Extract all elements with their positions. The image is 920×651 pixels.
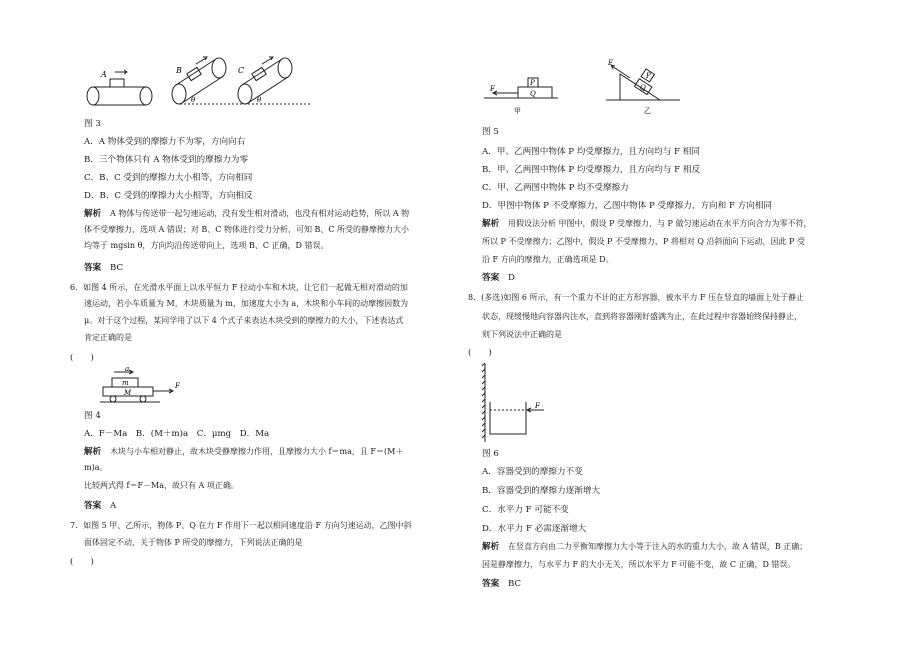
q6-stem-line-4: 肯定正确的是 <box>84 333 132 342</box>
figure-5-caption: 图 5 <box>482 127 499 137</box>
q7-option-a: A．甲、乙两图中物体 P 均受摩擦力，且方向均与 F 相同 <box>482 147 700 157</box>
figure-5-diagram <box>484 60 684 122</box>
q8-analysis-label: 解析 <box>482 542 500 552</box>
fig5-label-yi: 乙 <box>644 107 651 115</box>
figure-3-conveyor-diagram <box>80 60 310 110</box>
fig4-label-f: F <box>175 382 180 390</box>
fig5-label-p-yi: P <box>646 72 651 80</box>
figure-4-cart-diagram <box>100 365 190 406</box>
q7-answer-value: D <box>508 273 515 283</box>
figure-3-caption: 图 3 <box>84 119 101 129</box>
fig4-label-m: m <box>122 379 129 387</box>
fig5-label-q-jia: Q <box>530 90 536 98</box>
fig5-label-f-jia: F <box>490 85 495 93</box>
fig6-label-f: F <box>535 402 540 410</box>
q5-answer-label: 答案 <box>84 263 102 273</box>
figure-4-caption: 图 4 <box>84 411 101 421</box>
q8-stem-line-2: 状态，现缓慢地向容器内注水，直到将容器刚好盛满为止，在此过程中容器始终保持静止， <box>482 312 802 321</box>
q7-stem-line-2: 面体固定不动，关于物体 P 所受的摩擦力，下列说法正确的是 <box>84 538 303 547</box>
q8-answer-bracket: ( ) <box>468 348 492 358</box>
q7-analysis-line-2: 所以 P 不受摩擦力；乙图中，假设 P 不受摩擦力，P 将相对 Q 沿斜面向下运动，因此 P 受 <box>482 237 805 246</box>
q7-option-b: B．甲、乙两图中物体 P 均受摩擦力，且方向均与 F 相反 <box>482 165 701 175</box>
fig3-label-a: A <box>101 70 107 79</box>
q5-answer-value: BC <box>110 263 124 273</box>
q6-answer-bracket: ( ) <box>70 353 94 363</box>
q8-analysis-line-2: 因是静摩擦力，与水平力 F 的大小无关，所以水平力 F 可能不变，故 C 正确，D 错误。 <box>482 560 796 569</box>
q5-option-a: A．A 物体受到的摩擦力不为零，方向向右 <box>84 137 246 147</box>
fig3-label-b: B <box>176 66 182 75</box>
q8-option-a: A．容器受到的摩擦力不变 <box>482 467 583 477</box>
q7-analysis-line-1: 用假设法分析 甲图中，假设 P 受摩擦力，与 P 做匀速运动在水平方向合力为零不符， <box>508 219 812 228</box>
q8-answer-label: 答案 <box>482 579 500 589</box>
q8-option-c: C．水平力 F 可能不变 <box>482 505 569 515</box>
figure-6-container-diagram <box>478 362 568 444</box>
fig5-label-f-yi: F <box>608 59 613 67</box>
q6-analysis-line-1: 木块与小车相对静止，故木块受静摩擦力作用，且摩擦力大小 f＝ma，且 F＝(M＋ <box>110 447 404 456</box>
q7-analysis-line-3: 沿 F 方向的摩擦力，正确选项是 D。 <box>482 255 614 264</box>
q5-analysis-line-1: A 物体与传送带一起匀速运动，没有发生相对滑动，也没有相对运动趋势，所以 A 物 <box>110 209 410 218</box>
fig3-label-theta-2: θ <box>257 96 262 104</box>
q8-option-d: D．水平力 F 必需逐渐增大 <box>482 524 587 534</box>
q8-stem-line-3: 则下列说法中正确的是 <box>482 330 562 339</box>
q6-stem-line-3: μ。对于这个过程，某同学用了以下 4 个式子来表达木块受到的摩擦力的大小，下述表达式 <box>84 316 404 325</box>
fig5-label-q-yi: Q <box>640 84 646 92</box>
q6-answer-value: A <box>110 501 117 511</box>
q6-stem-line-1: 6．如图 4 所示，在光滑水平面上以水平恒力 F 拉动小车和木块，让它们一起做无相对滑动的加 <box>70 283 408 292</box>
q6-analysis-line-2: m)a。 <box>84 463 108 472</box>
fig5-label-p-jia: P <box>530 79 535 87</box>
q8-option-b: B．容器受到的摩擦力逐渐增大 <box>482 486 601 496</box>
q6-analysis-label: 解析 <box>84 447 102 457</box>
q6-answer-label: 答案 <box>84 501 102 511</box>
q7-option-c: C．甲、乙两图中物体 P 均不受摩擦力 <box>482 183 629 193</box>
q8-stem-line-1: 8．(多选)如图 6 所示，有一个重力不计的正方形容器，被水平力 F 压在竖直的墙面上处于静止 <box>468 293 805 302</box>
fig3-label-theta-1: θ <box>191 96 196 104</box>
q8-answer-value: BC <box>508 579 522 589</box>
q7-analysis-label: 解析 <box>482 219 500 229</box>
figure-6-caption: 图 6 <box>482 449 499 459</box>
q6-options: A．F－Ma B．(M＋m)a C．μmg D．Ma <box>84 429 270 439</box>
fig4-label-a: a <box>125 365 130 373</box>
q5-option-c: C．B、C 受到的摩擦力大小相等，方向相同 <box>84 173 253 183</box>
q5-analysis-label: 解析 <box>84 209 102 219</box>
q5-analysis-line-2: 体不受摩擦力，选项 A 错误；对 B、C 物体进行受力分析，可知 B、C 所受的静摩擦力大小 <box>84 225 410 234</box>
q5-analysis-line-3: 均等于 mgsin θ，方向均沿传送带向上，选项 B、C 正确，D 错误。 <box>84 241 329 250</box>
q8-analysis-line-1: 在竖直方向由二力平衡知摩擦力大小等于注入的水的重力大小，故 A 错误，B 正确； <box>508 542 808 551</box>
fig5-label-jia: 甲 <box>514 107 521 115</box>
q5-option-b: B．三个物体只有 A 物体受到的摩擦力为零 <box>84 155 249 165</box>
fig4-label-big-m: M <box>124 389 132 397</box>
q5-option-d: D．B、C 受到的摩擦力大小相等，方向相反 <box>84 191 253 201</box>
q7-option-d: D．甲图中物体 P 不受摩擦力，乙图中物体 P 受摩擦力，方向和 F 方向相同 <box>482 201 773 211</box>
q6-stem-line-2: 速运动，若小车质量为 M，木块质量为 m，加速度大小为 a，木块和小车间的动摩擦因数为 <box>84 299 409 308</box>
q7-stem-line-1: 7．如图 5 甲、乙所示，物体 P、Q 在力 F 作用下一起以相同速度沿 F 方向匀速运动，乙图中斜 <box>70 521 412 530</box>
q7-answer-bracket: ( ) <box>70 557 94 567</box>
fig3-label-c: C <box>238 66 245 75</box>
q7-answer-label: 答案 <box>482 273 500 283</box>
q6-analysis-line-3: 比较两式得 f＝F－Ma，故只有 A 项正确。 <box>84 481 239 490</box>
